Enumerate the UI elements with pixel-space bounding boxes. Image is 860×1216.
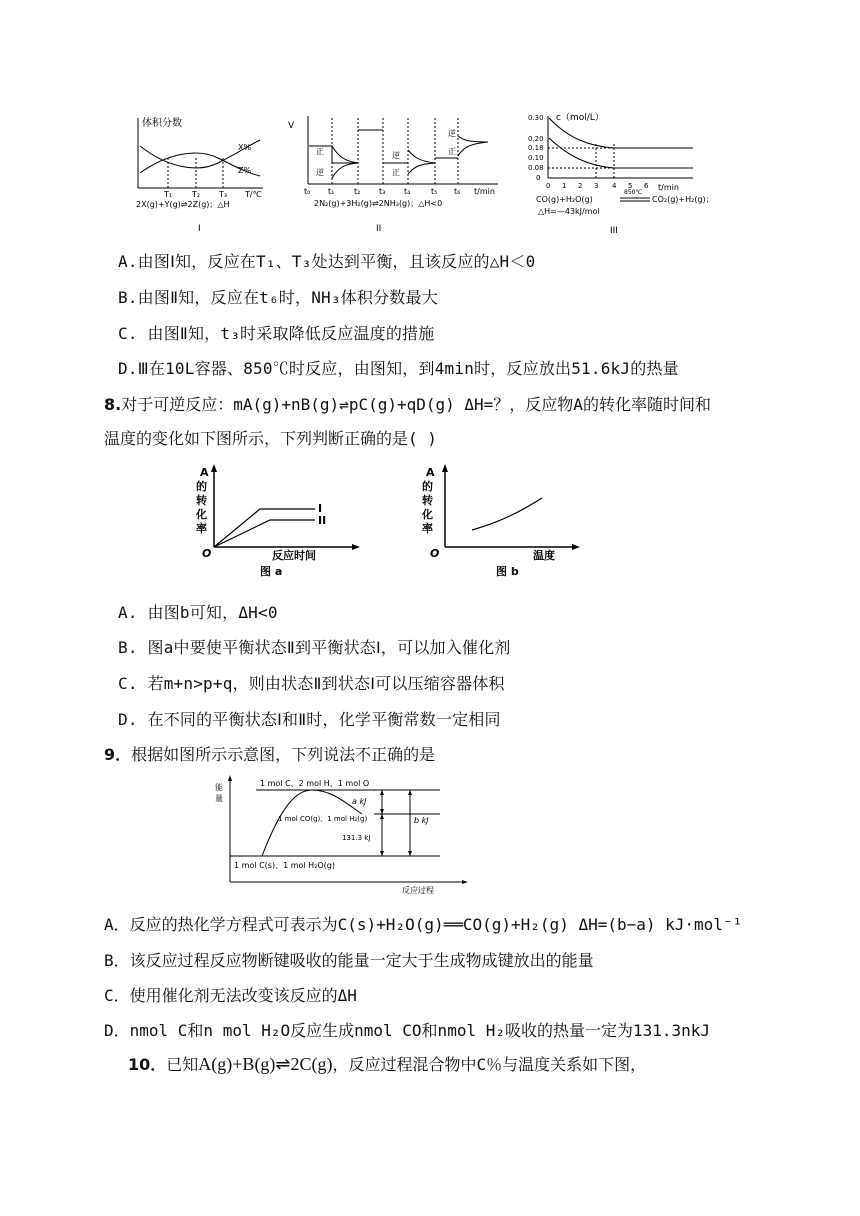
graph-iii-eq-cond: 850℃ [624, 189, 643, 196]
q8-fig-a-ylabel: A [200, 466, 209, 479]
q10-equation: A(g)+B(g)⇌2C(g) [198, 1054, 333, 1074]
q7-option-d: D.Ⅲ在10L容器、850℃时反应，由图知，到4min时，反应放出51.6kJ的热量 [118, 359, 679, 378]
q8-fig-a-series-ii: II [318, 514, 327, 527]
graph-i-tick: T₁ [164, 190, 173, 199]
q8-fig-b-ylabel: 化 [422, 508, 433, 521]
q8-fig-a-ylabel: 转 [196, 494, 207, 507]
graph-i-tick: T/℃ [245, 190, 262, 199]
graph-i-tick: T₃ [219, 190, 228, 199]
q8-figure-b [421, 464, 580, 578]
q8-option-b: B. 图a中要使平衡状态Ⅱ到平衡状态Ⅰ，可以加入催化剂 [118, 638, 511, 657]
q9-fig-b-label: b kJ [414, 816, 429, 825]
q8-figures [190, 462, 590, 582]
q10-prefix: 已知 [166, 1055, 199, 1074]
q9-option-a: A．反应的热化学方程式可表示为C(s)+H₂O(g)══CO(g)+H₂(g) ΔH=(b−a) kJ·mol⁻¹ [104, 915, 743, 934]
q9-fig-ylabel: 量 [215, 794, 223, 803]
graph-iii-ytick: 0 [536, 174, 541, 182]
q9-number: 9． [104, 745, 132, 764]
q8-figure-a [195, 464, 360, 578]
q8-fig-b-origin: O [430, 547, 440, 560]
graph-iii-eq-dh: △H=—43kJ/mol [538, 207, 600, 216]
graph-ii-caption: II [376, 224, 382, 234]
graph-iii-xtick: 2 [578, 182, 583, 190]
q8-option-c: C. 若m+n>p+q，则由状态Ⅱ到状态Ⅰ可以压缩容器体积 [118, 674, 505, 693]
graph-ii-tick: t₂ [354, 187, 361, 196]
q9-fig-mid-label: 1 mol CO(g)、1 mol H₂(g) [278, 815, 368, 823]
q8-fig-b-caption: 图 b [496, 565, 519, 578]
q8-option-a: A. 由图b可知，ΔH<0 [118, 603, 278, 622]
figure-top-graphs [128, 108, 728, 238]
q9-fig-gap-label: 131.3 kJ [342, 834, 371, 842]
q7-option-b: B.由图Ⅱ知，反应在t₆时，NH₃体积分数最大 [118, 288, 438, 307]
graph-i-x-label: X% [238, 143, 252, 152]
graph-ii-tick: t₄ [404, 187, 411, 196]
graph-ii-equation: 2N₂(g)+3H₂(g)⇌2NH₃(g)；△H<0 [314, 199, 443, 208]
graph-ii-forward: 正 [392, 168, 400, 177]
graph-iii-ytick: 0.20 [528, 135, 544, 143]
graph-iii-xlabel: t/min [658, 183, 679, 192]
graph-iii-xtick: 0 [546, 182, 551, 190]
q8-fig-b-ylabel: 转 [422, 494, 433, 507]
q8-fig-b-ylabel: A [426, 466, 435, 479]
q9-energy-diagram [212, 774, 482, 896]
graph-ii-tick: t₁ [328, 187, 335, 196]
q8-stem-1: 对于可逆反应：mA(g)+nB(g)⇌pC(g)+qD(g) ΔH=？，反应物A的转化率随时间和 [121, 395, 711, 414]
graph-i-equation: 2X(g)+Y(g)⇌2Z(g)；△H [136, 200, 230, 209]
graph-iii [528, 112, 714, 236]
q8-stem-line-1 [104, 392, 711, 415]
q8-fig-a-origin: O [202, 547, 212, 560]
graph-iii-ylabel: c（mol/L） [556, 113, 604, 123]
q8-fig-b-ylabel: 的 [422, 480, 433, 493]
graph-iii-eq-right: CO₂(g)+H₂(g)； [652, 195, 714, 204]
q9-fig-bottom-label: 1 mol C(s)、1 mol H₂O(g) [234, 861, 336, 870]
q9-option-d: D．nmol C和n mol H₂O反应生成nmol CO和nmol H₂吸收的热量一定为131.3nkJ [104, 1021, 711, 1040]
graph-iii-xtick: 4 [612, 182, 617, 190]
graph-ii-tick: t₆ [454, 187, 461, 196]
q8-stem-2: 温度的变化如下图所示，下列判断正确的是( ) [104, 429, 437, 448]
q9-option-b: B．该反应过程反应物断键吸收的能量一定大于生成物成键放出的能量 [104, 951, 594, 970]
graph-ii-reverse: 逆 [448, 129, 456, 138]
q10-suffix: ，反应过程混合物中C％与温度关系如下图， [332, 1055, 647, 1074]
q8-option-d: D. 在不同的平衡状态Ⅰ和Ⅱ时，化学平衡常数一定相同 [118, 710, 501, 729]
q8-fig-a-ylabel: 化 [196, 508, 207, 521]
graph-ii-ylabel: V [288, 121, 295, 131]
graph-iii-ytick: 0.30 [528, 114, 544, 122]
q7-option-c: C. 由图Ⅱ知，t₃时采取降低反应温度的措施 [118, 324, 435, 343]
graph-ii-tick: t₀ [304, 187, 311, 196]
graph-iii-ytick: 0.08 [528, 164, 544, 172]
q10-number: 10． [128, 1055, 167, 1074]
graph-ii-tick: t₃ [379, 187, 386, 196]
graph-ii-forward: 正 [448, 147, 456, 156]
graph-iii-ytick: 0.10 [528, 154, 544, 162]
graph-iii-caption: III [610, 226, 618, 236]
q8-fig-a-ylabel: 率 [196, 522, 207, 535]
graph-ii-tick: t₅ [431, 187, 438, 196]
graph-ii-reverse: 逆 [392, 151, 400, 160]
q8-number: 8. [104, 395, 122, 414]
graph-iii-xtick: 1 [562, 182, 567, 190]
q9-fig-a-label: a kJ [352, 797, 367, 806]
graph-ii-forward: 正 [316, 147, 324, 156]
graph-i-z-label: Z% [238, 166, 252, 175]
q9-option-c: C．使用催化剂无法改变该反应的ΔH [104, 986, 357, 1005]
q9-fig-ylabel: 能 [215, 783, 223, 792]
graph-iii-xtick: 3 [594, 182, 599, 190]
graph-ii-reverse: 逆 [316, 168, 324, 177]
graph-iii-eq-left: CO(g)+H₂O(g) [536, 195, 593, 204]
graph-i-caption: I [198, 224, 201, 234]
graph-ii [288, 116, 498, 234]
graph-iii-ytick: 0.18 [528, 144, 544, 152]
q8-fig-b-xlabel: 温度 [533, 549, 555, 562]
q9-fig-top-label: 1 mol C、2 mol H、1 mol O [260, 779, 370, 788]
graph-i-tick: T₂ [192, 190, 201, 199]
graph-iii-xtick: 6 [644, 182, 649, 190]
q8-fig-b-ylabel: 率 [422, 522, 433, 535]
q8-fig-a-ylabel: 的 [196, 480, 207, 493]
graph-i [136, 116, 263, 234]
graph-ii-tick: t/min [474, 187, 495, 196]
graph-i-ylabel: 体积分数 [142, 118, 182, 129]
q7-option-a: A.由图Ⅰ知，反应在T₁、T₃处达到平衡，且该反应的△H＜0 [118, 252, 536, 271]
q9-fig-xlabel: 反应过程 [402, 886, 434, 895]
graph-iii-xtick: 5 [628, 182, 633, 190]
q9-stem-line [104, 742, 435, 765]
q9-stem: 根据如图所示示意图，下列说法不正确的是 [131, 745, 436, 764]
q8-fig-a-caption: 图 a [260, 565, 283, 578]
q10-stem [128, 1052, 646, 1075]
q8-fig-a-series-i: I [318, 502, 323, 515]
q8-fig-a-xlabel: 反应时间 [272, 549, 316, 562]
